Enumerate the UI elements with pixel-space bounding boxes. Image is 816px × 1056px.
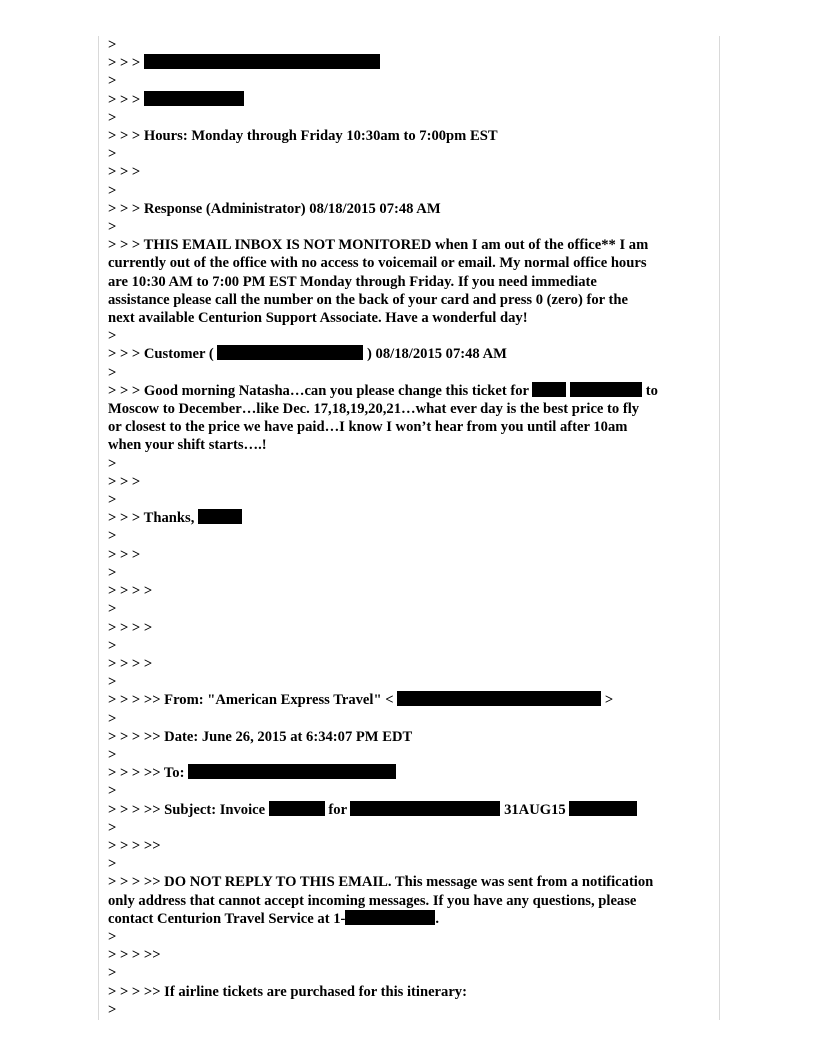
redaction-box <box>569 801 637 816</box>
redaction-box <box>198 509 242 524</box>
text-line <box>108 673 712 691</box>
text-line <box>108 145 712 163</box>
line-text: > <box>108 328 117 345</box>
line-text: > <box>108 146 117 163</box>
line-text: > <box>108 746 117 763</box>
line-text: > <box>108 637 117 654</box>
text-line <box>108 91 712 109</box>
text-line <box>108 309 712 327</box>
text-line <box>108 200 712 218</box>
text-line <box>108 873 712 891</box>
line-text: > <box>108 783 117 800</box>
line-text: . <box>435 910 440 927</box>
line-text: > > > > <box>108 655 153 672</box>
text-line <box>108 72 712 90</box>
line-text: > > > THIS EMAIL INBOX IS NOT MONITORED when I am out of the office** I am <box>108 237 649 254</box>
text-line <box>108 36 712 54</box>
text-line <box>108 273 712 291</box>
text-line <box>108 946 712 964</box>
redaction-box <box>144 54 380 69</box>
email-thread-body <box>108 36 712 1019</box>
line-text: > > > <box>108 91 144 108</box>
text-line <box>108 892 712 910</box>
text-line <box>108 236 712 254</box>
redaction-box <box>144 91 244 106</box>
line-text: contact Centurion Travel Service at 1- <box>108 910 346 927</box>
text-line <box>108 819 712 837</box>
page-border-left <box>98 36 99 1020</box>
text-line <box>108 1001 712 1019</box>
line-text: when your shift starts….! <box>108 437 267 454</box>
text-line <box>108 382 712 400</box>
text-line <box>108 491 712 509</box>
text-line <box>108 527 712 545</box>
redaction-box <box>532 382 566 397</box>
text-line <box>108 910 712 928</box>
line-text: > > > Thanks, <box>108 510 198 527</box>
line-text: > <box>108 1001 117 1018</box>
line-text: > <box>108 492 117 509</box>
text-line <box>108 600 712 618</box>
text-line <box>108 837 712 855</box>
text-line <box>108 746 712 764</box>
text-line <box>108 564 712 582</box>
redaction-box <box>350 801 500 816</box>
line-text: > > > <box>108 55 144 72</box>
line-text: > <box>601 692 614 709</box>
line-text: > <box>108 710 117 727</box>
text-line <box>108 710 712 728</box>
text-line <box>108 54 712 72</box>
redaction-box <box>570 382 642 397</box>
line-text: > <box>108 528 117 545</box>
line-text: > <box>108 601 117 618</box>
line-text: > > > >> Subject: Invoice <box>108 801 269 818</box>
line-text: > <box>108 219 117 236</box>
line-text: > <box>108 182 117 199</box>
text-line <box>108 619 712 637</box>
line-text: > > > >> <box>108 837 161 854</box>
line-text: for <box>324 801 351 818</box>
text-line <box>108 983 712 1001</box>
line-text: > > > >> <box>108 947 161 964</box>
text-line <box>108 546 712 564</box>
line-text: > <box>108 928 117 945</box>
text-line <box>108 254 712 272</box>
text-line <box>108 509 712 527</box>
line-text: > <box>108 37 117 53</box>
line-text: > > > >> If airline tickets are purchased for this itinerary: <box>108 983 467 1000</box>
line-text: are 10:30 AM to 7:00 PM EST Monday through Friday. If you need immediate <box>108 273 597 290</box>
redaction-box <box>217 345 363 360</box>
text-line <box>108 418 712 436</box>
line-text: next available Centurion Support Associate. Have a wonderful day! <box>108 310 528 327</box>
line-text: to <box>642 382 658 399</box>
text-line <box>108 109 712 127</box>
line-text: > > > >> To: <box>108 765 189 782</box>
line-text: > > > >> DO NOT REPLY TO THIS EMAIL. This message was sent from a notification <box>108 874 654 891</box>
line-text: > > > >> From: "American Express Travel" < <box>108 692 398 709</box>
line-text: Moscow to December…like Dec. 17,18,19,20,21…what ever day is the best price to fly <box>108 401 640 418</box>
text-line <box>108 964 712 982</box>
text-line <box>108 801 712 819</box>
line-text: ) 08/18/2015 07:48 AM <box>363 346 507 363</box>
redaction-box <box>345 910 435 925</box>
text-line <box>108 327 712 345</box>
line-text: > > > > <box>108 619 153 636</box>
line-text: > > > > <box>108 583 153 600</box>
line-text: > <box>108 455 117 472</box>
line-text: > <box>108 965 117 982</box>
line-text: > > > Customer ( <box>108 346 218 363</box>
redaction-box <box>397 691 601 706</box>
line-text: or closest to the price we have paid…I know I won’t hear from you until after 10am <box>108 419 628 436</box>
text-line <box>108 127 712 145</box>
line-text: > > > Response (Administrator) 08/18/2015 07:48 AM <box>108 200 441 217</box>
text-line <box>108 764 712 782</box>
text-line <box>108 855 712 873</box>
text-line <box>108 345 712 363</box>
text-line <box>108 691 712 709</box>
text-line <box>108 364 712 382</box>
redaction-box <box>188 764 396 779</box>
text-line <box>108 582 712 600</box>
line-text: > > > <box>108 164 141 181</box>
line-text: 31AUG15 <box>500 801 570 818</box>
line-text: > > > Good morning Natasha…can you please change this ticket for <box>108 382 533 399</box>
line-text: > <box>108 856 117 873</box>
text-line <box>108 655 712 673</box>
line-text: > > > <box>108 473 141 490</box>
line-text: > <box>108 73 117 90</box>
line-text: > > > Hours: Monday through Friday 10:30am to 7:00pm EST <box>108 128 498 145</box>
line-text: only address that cannot accept incoming messages. If you have any questions, please <box>108 892 637 909</box>
text-line <box>108 928 712 946</box>
text-line <box>108 473 712 491</box>
line-text: > > > >> Date: June 26, 2015 at 6:34:07 PM EDT <box>108 728 413 745</box>
text-line <box>108 728 712 746</box>
line-text: > <box>108 674 117 691</box>
text-line <box>108 182 712 200</box>
text-line <box>108 455 712 473</box>
text-line <box>108 400 712 418</box>
text-line <box>108 218 712 236</box>
line-text: > <box>108 364 117 381</box>
line-text: assistance please call the number on the back of your card and press 0 (zero) for the <box>108 291 628 308</box>
text-line <box>108 436 712 454</box>
redaction-box <box>269 801 325 816</box>
text-line <box>108 163 712 181</box>
text-line <box>108 782 712 800</box>
line-text: > > > <box>108 546 141 563</box>
line-text: currently out of the office with no access to voicemail or email. My normal office hours <box>108 255 647 272</box>
line-text: > <box>108 819 117 836</box>
line-text: > <box>108 109 117 126</box>
text-line <box>108 291 712 309</box>
text-line <box>108 637 712 655</box>
page-border-right <box>719 36 720 1020</box>
line-text: > <box>108 564 117 581</box>
